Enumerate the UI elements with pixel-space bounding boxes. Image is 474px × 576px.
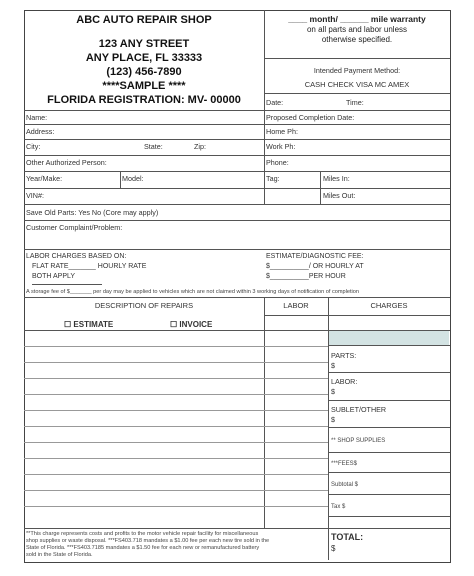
estimate-checkbox[interactable]: ☐ ESTIMATE [64, 320, 114, 329]
miles-out-label: Miles Out: [323, 191, 356, 200]
invoice-checkbox[interactable]: ☐ INVOICE [170, 320, 213, 329]
fee-per-hour-line: $__________PER HOUR [266, 273, 346, 280]
fees-label: ***FEES$ [331, 461, 358, 467]
shop-street: 123 ANY STREET [98, 38, 190, 50]
name-label: Name: [26, 113, 48, 122]
payment-method-label: Intended Payment Method: [313, 66, 401, 75]
parts-dollar: $ [331, 361, 335, 370]
footnote-line-4: sold in the State of Florida. [26, 552, 93, 558]
description-header: DESCRIPTION OF REPAIRS [94, 301, 194, 310]
tag-label: Tag: [266, 174, 280, 183]
phone-label: Phone: [266, 158, 289, 167]
footnote-line-3: State of Florida. ***FS403.7185 mandates a $1.50 fee for each new or remanufactured battery [26, 545, 260, 551]
shop-name: ABC AUTO REPAIR SHOP [76, 14, 212, 26]
save-old-parts: Save Old Parts: Yes No (Core may apply) [26, 208, 159, 217]
flat-hourly-rate: FLAT RATE_______ HOURLY RATE [32, 263, 147, 270]
sublet-dollar: $ [331, 415, 335, 424]
total-dollar: $ [331, 544, 336, 553]
both-apply: BOTH APPLY [32, 273, 76, 280]
date-label: Date: [266, 98, 284, 107]
other-authorized-label: Other Authorized Person: [26, 158, 107, 167]
charges-header: CHARGES [370, 301, 408, 310]
warranty-line-1: ____ month/ ______ mile warranty [288, 14, 426, 24]
tax-label: Tax $ [331, 504, 346, 510]
miles-in-label: Miles In: [323, 174, 350, 183]
completion-date-label: Proposed Completion Date: [266, 113, 355, 122]
home-phone-label: Home Ph: [266, 127, 298, 136]
address-label: Address: [26, 127, 55, 136]
warranty-line-2: on all parts and labor unless [306, 25, 408, 34]
warranty-line-3: otherwise specified. [321, 35, 393, 44]
storage-fee-notice: A storage fee of $_______ per day may be applied to vehicles which are not claimed within 3 working days of notification of completion [26, 289, 360, 295]
estimate-diagnostic-fee: ESTIMATE/DIAGNOSTIC FEE: [266, 253, 364, 260]
work-phone-label: Work Ph: [266, 142, 296, 151]
florida-registration: FLORIDA REGISTRATION: MV- 00000 [47, 94, 241, 106]
sublet-other-label: SUBLET/OTHER [331, 405, 387, 414]
year-make-label: Year/Make: [26, 174, 63, 183]
total-label: TOTAL: [331, 532, 364, 542]
payment-methods: CASH CHECK VISA MC AMEX [304, 80, 410, 89]
warranty-box [264, 14, 450, 45]
shop-supplies-label: ** SHOP SUPPLIES [331, 438, 386, 444]
labor-based-on: LABOR CHARGES BASED ON: [26, 253, 127, 260]
fee-hourly-line: $__________/ OR HOURLY AT [266, 263, 364, 270]
labor-header: LABOR [283, 301, 309, 310]
time-label: Time: [346, 98, 364, 107]
footnote-line-2: shop supplies or waste disposal. ***FS403.718 mandates a $1.00 fee per each new tire sold in the [26, 538, 270, 544]
city-label: City: [26, 142, 41, 151]
footnote-line-1: **This charge represents costs and profits to the motor vehicle repair facility for miscellaneous [26, 531, 259, 537]
state-label: State: [144, 142, 163, 151]
parts-label: PARTS: [331, 351, 357, 360]
labor-charge-label: LABOR: [331, 377, 358, 386]
vin-label: VIN#: [26, 191, 44, 200]
model-label: Model: [122, 174, 144, 183]
charges-shaded-cell [329, 330, 449, 345]
labor-dollar: $ [331, 387, 335, 396]
shop-phone: (123) 456-7890 [106, 66, 182, 78]
shop-city: ANY PLACE, FL 33333 [85, 52, 203, 64]
subtotal-label: Subtotal $ [331, 482, 359, 488]
sample-watermark: ****SAMPLE **** [102, 80, 186, 92]
customer-complaint-label: Customer Complaint/Problem: [26, 223, 123, 232]
zip-label: Zip: [194, 142, 206, 151]
